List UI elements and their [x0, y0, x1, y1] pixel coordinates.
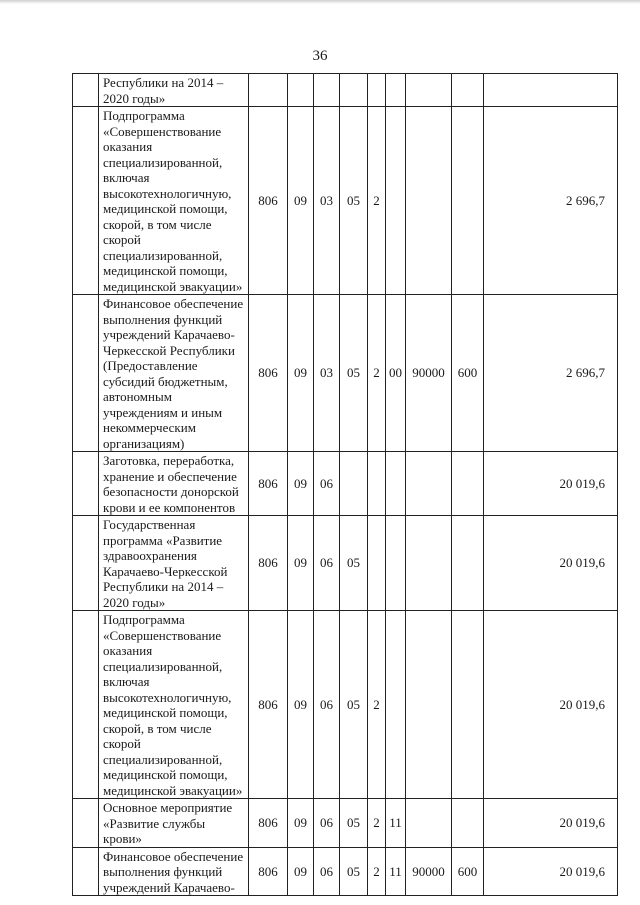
direction-code-cell: [406, 452, 452, 516]
section-code-cell: 09: [288, 799, 314, 848]
subprogram-code-cell: 2: [368, 295, 386, 452]
amount-cell: 20 019,6: [484, 452, 618, 516]
direction-code-cell: 90000: [406, 295, 452, 452]
row-number-cell: [73, 295, 99, 452]
activity-code-cell: 11: [386, 799, 406, 848]
row-number-cell: [73, 74, 99, 107]
table-row: [73, 799, 618, 848]
activity-code-cell: [386, 452, 406, 516]
section-code-cell: 09: [288, 107, 314, 295]
direction-code-cell: [406, 107, 452, 295]
activity-code-cell: 11: [386, 847, 406, 896]
program-code-cell: 05: [340, 611, 368, 799]
ministry-code-cell: [249, 74, 288, 107]
direction-code-cell: 90000: [406, 847, 452, 896]
subprogram-code-cell: 2: [368, 611, 386, 799]
item-name-cell: Финансовое обеспечение выполнения функций учреждений Карачаево-: [99, 847, 249, 896]
amount-cell: 2 696,7: [484, 295, 618, 452]
ministry-code-cell: 806: [249, 452, 288, 516]
ministry-code-cell: 806: [249, 611, 288, 799]
subprogram-code-cell: 2: [368, 107, 386, 295]
row-number-cell: [73, 516, 99, 611]
page-number: 36: [312, 48, 328, 64]
amount-cell: 20 019,6: [484, 799, 618, 848]
program-code-cell: [340, 74, 368, 107]
direction-code-cell: [406, 516, 452, 611]
ministry-code-cell: 806: [249, 295, 288, 452]
activity-code-cell: [386, 516, 406, 611]
program-code-cell: 05: [340, 295, 368, 452]
scan-edge: [0, 0, 640, 4]
table-row: [73, 611, 618, 799]
subsection-code-cell: 06: [314, 516, 340, 611]
program-code-cell: 05: [340, 516, 368, 611]
direction-code-cell: [406, 611, 452, 799]
direction-code-cell: [406, 74, 452, 107]
item-name-cell: Республики на 2014 – 2020 годы»: [99, 74, 249, 107]
row-number-cell: [73, 611, 99, 799]
item-name-cell: Подпрограмма «Совершенствование оказания специализированной, включая высокотехнологичную, медицинской помощи, скорой, в том числе скорой специализированной, медицинской помощи, медицинской эвакуации»: [99, 611, 249, 799]
expense-type-code-cell: [452, 74, 484, 107]
table-row: [73, 452, 618, 516]
table-row: [73, 847, 618, 896]
direction-code-cell: [406, 799, 452, 848]
row-number-cell: [73, 452, 99, 516]
subsection-code-cell: 06: [314, 799, 340, 848]
section-code-cell: [288, 74, 314, 107]
section-code-cell: 09: [288, 295, 314, 452]
program-code-cell: 05: [340, 107, 368, 295]
amount-cell: 20 019,6: [484, 516, 618, 611]
expense-type-code-cell: [452, 516, 484, 611]
ministry-code-cell: 806: [249, 516, 288, 611]
ministry-code-cell: 806: [249, 847, 288, 896]
subsection-code-cell: 06: [314, 847, 340, 896]
subprogram-code-cell: [368, 452, 386, 516]
subsection-code-cell: 06: [314, 452, 340, 516]
section-code-cell: 09: [288, 452, 314, 516]
expense-type-code-cell: [452, 452, 484, 516]
activity-code-cell: [386, 74, 406, 107]
activity-code-cell: [386, 611, 406, 799]
ministry-code-cell: 806: [249, 107, 288, 295]
item-name-cell: Подпрограмма «Совершенствование оказания специализированной, включая высокотехнологичную, медицинской помощи, скорой, в том числе скорой специализированной, медицинской помощи, медицинской эвакуации»: [99, 107, 249, 295]
program-code-cell: 05: [340, 799, 368, 848]
activity-code-cell: [386, 107, 406, 295]
expense-type-code-cell: [452, 107, 484, 295]
subsection-code-cell: 03: [314, 107, 340, 295]
section-code-cell: 09: [288, 847, 314, 896]
table-row: [73, 295, 618, 452]
table-row: [73, 516, 618, 611]
subsection-code-cell: 03: [314, 295, 340, 452]
item-name-cell: Государственная программа «Развитие здравоохранения Карачаево-Черкесской Республики на 2014 – 2020 годы»: [99, 516, 249, 611]
subsection-code-cell: 06: [314, 611, 340, 799]
expense-type-code-cell: [452, 611, 484, 799]
section-code-cell: 09: [288, 611, 314, 799]
subprogram-code-cell: 2: [368, 847, 386, 896]
subprogram-code-cell: 2: [368, 799, 386, 848]
expense-type-code-cell: [452, 799, 484, 848]
expense-type-code-cell: 600: [452, 295, 484, 452]
table-row: [73, 74, 618, 107]
ministry-code-cell: 806: [249, 799, 288, 848]
section-code-cell: 09: [288, 516, 314, 611]
item-name-cell: Финансовое обеспечение выполнения функций учреждений Карачаево-Черкесской Республики (Предоставление субсидий бюджетным, автономным учреждениям и иным некоммерческим организациям): [99, 295, 249, 452]
row-number-cell: [73, 847, 99, 896]
budget-table: [72, 73, 618, 896]
table-row: [73, 107, 618, 295]
expense-type-code-cell: 600: [452, 847, 484, 896]
amount-cell: 20 019,6: [484, 847, 618, 896]
amount-cell: [484, 74, 618, 107]
program-code-cell: 05: [340, 847, 368, 896]
row-number-cell: [73, 107, 99, 295]
amount-cell: 2 696,7: [484, 107, 618, 295]
amount-cell: 20 019,6: [484, 611, 618, 799]
subprogram-code-cell: [368, 516, 386, 611]
activity-code-cell: 00: [386, 295, 406, 452]
item-name-cell: Основное мероприятие «Развитие службы крови»: [99, 799, 249, 848]
item-name-cell: Заготовка, переработка, хранение и обеспечение безопасности донорской крови и ее компонентов: [99, 452, 249, 516]
program-code-cell: [340, 452, 368, 516]
subprogram-code-cell: [368, 74, 386, 107]
subsection-code-cell: [314, 74, 340, 107]
row-number-cell: [73, 799, 99, 848]
